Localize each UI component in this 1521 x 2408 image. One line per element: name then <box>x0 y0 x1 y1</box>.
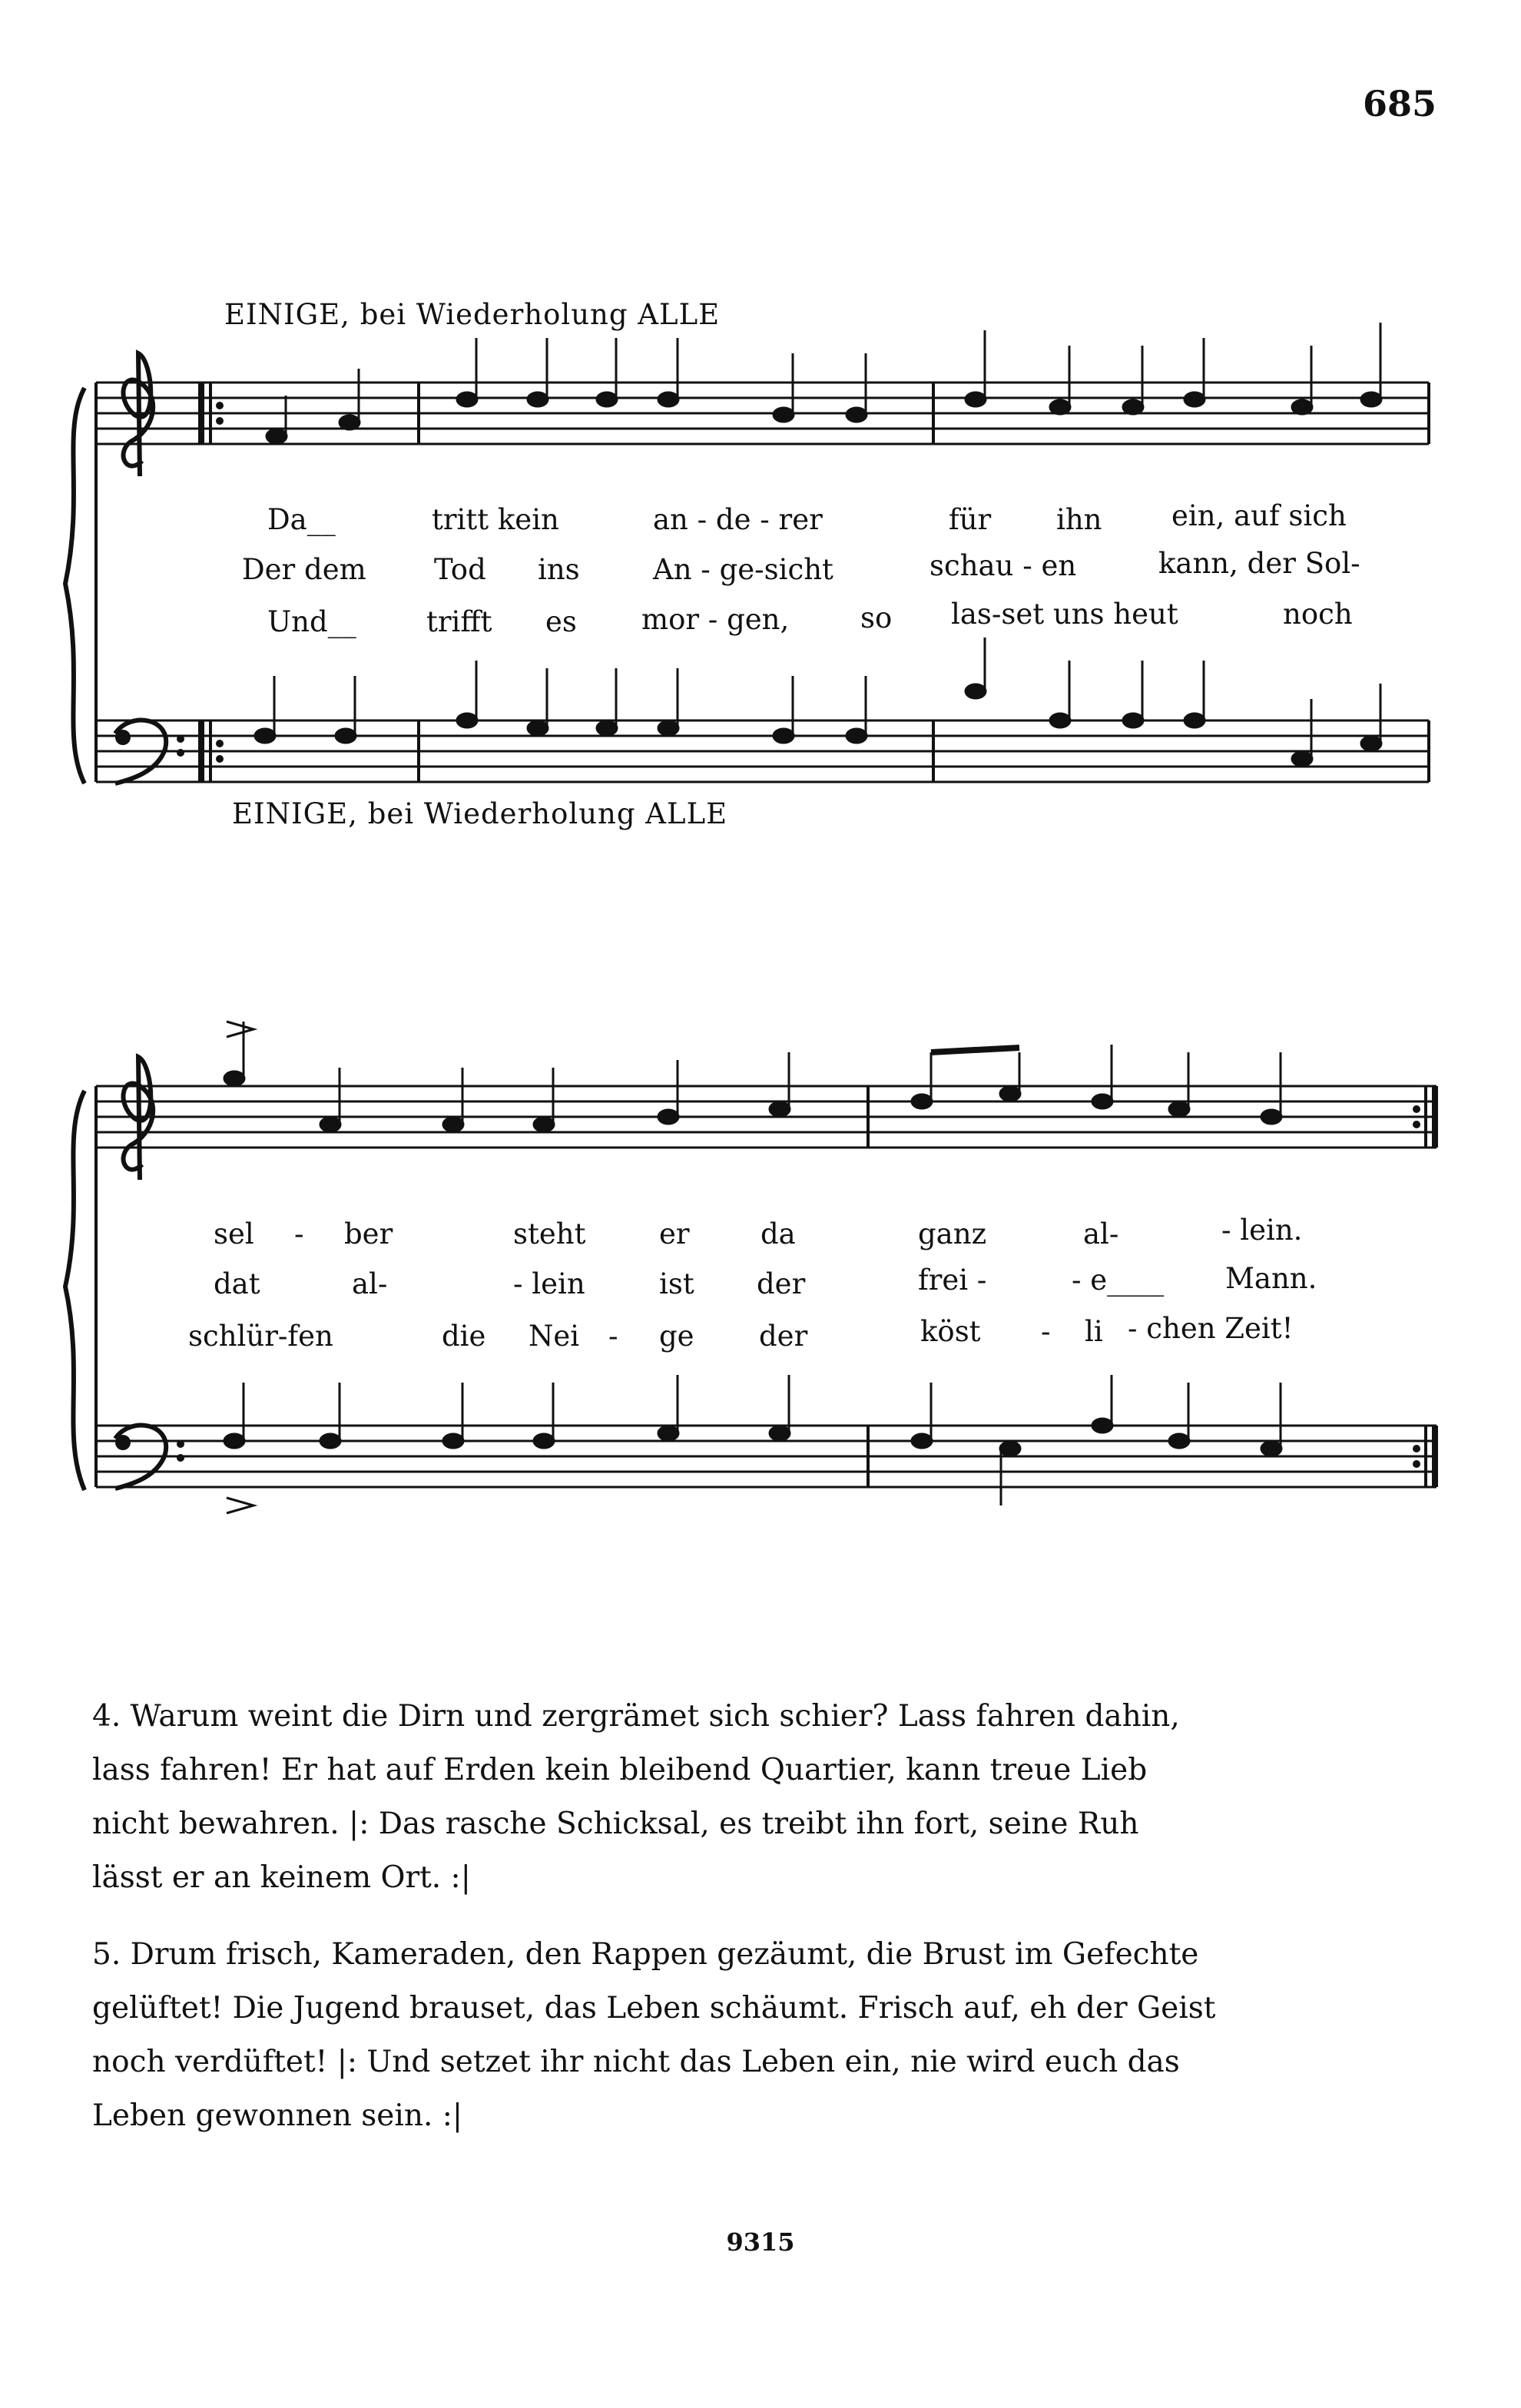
staff-treble-2 <box>96 1086 1436 1148</box>
treble-clef-2 <box>124 1057 154 1180</box>
lyric2-verse1-1: sel <box>214 1217 254 1250</box>
staff-treble-1 <box>96 383 1429 444</box>
lyric2-verse3-1: schlür-fen <box>188 1320 333 1353</box>
lyric2-verse1-8: al- <box>1083 1217 1119 1250</box>
lyric2-verse3-7: köst <box>920 1315 981 1348</box>
verse-4-line-4: lässt er an keinem Ort. :| <box>92 1860 471 1895</box>
lyric-verse3-1: Und__ <box>267 605 356 638</box>
verse-4-number: 4. <box>92 1699 121 1734</box>
lyric2-verse1-9: - lein. <box>1221 1214 1303 1247</box>
performance-direction-bottom: EINIGE, bei Wiederholung ALLE <box>232 797 728 830</box>
lyric-verse3-7: noch <box>1283 598 1353 631</box>
lyric2-verse2-5: der <box>757 1267 806 1300</box>
performance-direction-top: EINIGE, bei Wiederholung ALLE <box>224 298 721 331</box>
staff-bass-2 <box>96 1426 1436 1487</box>
page-number: 685 <box>1362 83 1436 124</box>
lyric-verse2-5: schau - en <box>930 549 1077 582</box>
lyric2-verse1-5: er <box>659 1217 690 1250</box>
lyric-verse2-2: Tod <box>434 553 486 586</box>
lyric-verse3-5: so <box>860 601 893 634</box>
verse-5-line-3: noch verdüftet! |: Und setzet ihr nicht das Leben ein, nie wird euch das <box>92 2045 1180 2079</box>
lyric-verse3-4: mor - gen, <box>641 603 790 636</box>
lyric-verse3-2: trifft <box>426 605 492 638</box>
lyric-verse1-2: tritt kein <box>432 503 559 536</box>
lyric2-verse1-3: ber <box>344 1217 393 1250</box>
staff-bass-1 <box>96 720 1429 782</box>
lyric2-verse2-7: - e____ <box>1072 1264 1165 1297</box>
lyric-verse2-1: Der dem <box>242 553 366 586</box>
verse-5-line-4: Leben gewonnen sein. :| <box>92 2098 463 2133</box>
verse-5-line-1: 5. Drum frisch, Kameraden, den Rappen gezäumt, die Brust im Gefechte <box>92 1937 1199 1972</box>
verse-5 <box>92 1928 1444 2143</box>
lyric2-verse3-4: - <box>608 1320 618 1353</box>
lyric2-verse2-4: ist <box>659 1267 694 1300</box>
lyric2-verse2-2: al- <box>352 1267 388 1300</box>
verse-5-line-2: gelüftet! Die Jugend brauset, das Leben schäumt. Frisch auf, eh der Geist <box>92 1991 1216 2025</box>
lyric2-verse1-6: da <box>760 1217 796 1250</box>
lyric-verse1-1: Da__ <box>267 503 336 536</box>
lyric2-verse2-3: - lein <box>513 1267 585 1300</box>
lyric-verse1-5: ihn <box>1056 503 1102 536</box>
lyric-verse2-6: kann, der Sol- <box>1158 547 1360 580</box>
lyric2-verse1-2: - <box>294 1217 304 1250</box>
verse-4-line-3: nicht bewahren. |: Das rasche Schicksal, es treibt ihn fort, seine Ruh <box>92 1807 1139 1841</box>
lyric2-verse2-1: dat <box>214 1267 260 1300</box>
lyric-verse2-3: ins <box>538 553 580 586</box>
verse-4 <box>92 1690 1444 1905</box>
lyric-verse3-3: es <box>545 605 577 638</box>
notes-bass-1 <box>255 638 1381 766</box>
lyric2-verse3-3: Nei <box>529 1320 580 1353</box>
lyric2-verse1-4: steht <box>513 1217 586 1250</box>
lyric2-verse3-10: - chen Zeit! <box>1128 1312 1294 1345</box>
notes-treble-2 <box>224 1022 1281 1131</box>
lyric2-verse3-8: - <box>1041 1315 1051 1348</box>
verse-5-number: 5. <box>92 1937 121 1972</box>
verse-4-line-1: 4. Warum weint die Dirn und zergrämet sich schier? Lass fahren dahin, <box>92 1699 1180 1734</box>
lyric2-verse3-2: die <box>442 1320 486 1353</box>
lyric2-verse2-6: frei - <box>918 1264 987 1297</box>
lyric2-verse3-6: der <box>759 1320 808 1353</box>
lyric-verse1-3: an - de - rer <box>653 503 823 536</box>
lyric2-verse3-9: li <box>1085 1315 1103 1348</box>
lyric2-verse2-8: Mann. <box>1225 1262 1317 1295</box>
lyric2-verse1-7: ganz <box>918 1217 987 1250</box>
lyric-verse2-4: An - ge-sicht <box>653 553 833 586</box>
verse-4-line-2: lass fahren! Er hat auf Erden kein bleibend Quartier, kann treue Lieb <box>92 1753 1148 1787</box>
plate-number: 9315 <box>726 2227 795 2257</box>
treble-clef-1 <box>124 353 154 476</box>
lyric-verse1-6: ein, auf sich <box>1171 499 1347 532</box>
lyric2-verse3-5: ge <box>659 1320 694 1353</box>
lyric-verse1-4: für <box>949 503 992 536</box>
lyric-verse3-6: las-set uns heut <box>951 598 1178 631</box>
